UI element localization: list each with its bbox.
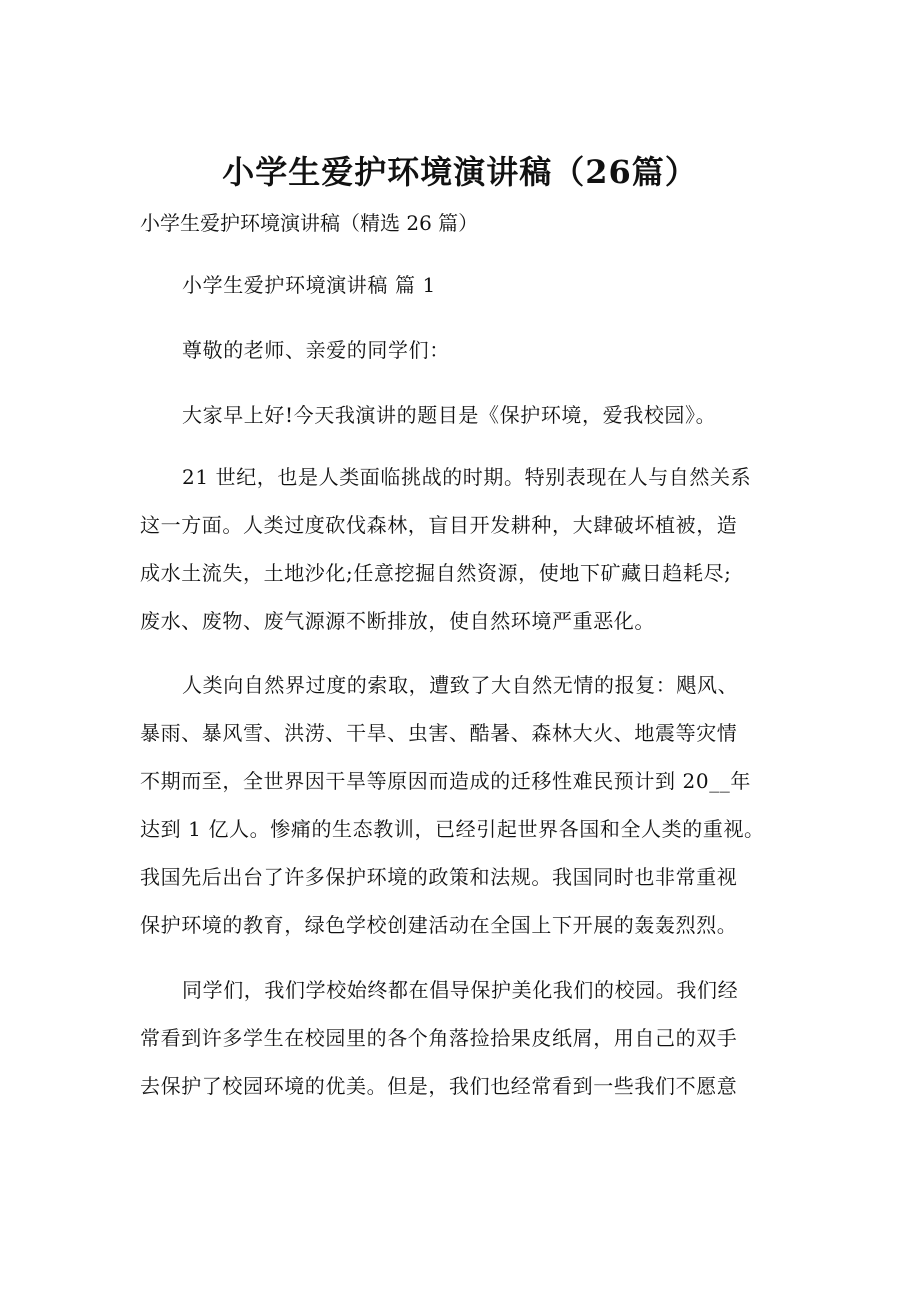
paragraph-line: 废水、废物、废气源源不断排放，使自然环境严重恶化。 [140,609,655,633]
document-title: 小学生爱护环境演讲稿（26篇） [222,153,698,191]
paragraph-line: 不期而至，全世界因干旱等原因而造成的迁移性难民预计到 20__年 [140,769,752,793]
paragraph-line: 这一方面。人类过度砍伐森林，盲目开发耕种，大肆破坏植被，造 [140,513,738,537]
salutation: 尊敬的老师、亲爱的同学们： [182,338,450,362]
paragraph-line: 同学们，我们学校始终都在倡导保护美化我们的校园。我们经 [182,978,739,1002]
paragraph-line: 常看到许多学生在校园里的各个角落捡拾果皮纸屑，用自己的双手 [140,1026,738,1050]
paragraph-line: 大家早上好!今天我演讲的题目是《保护环境，爱我校园》。 [182,403,717,427]
paragraph-line: 21 世纪，也是人类面临挑战的时期。特别表现在人与自然关系 [182,465,752,489]
paragraph-line: 人类向自然界过度的索取，遭致了大自然无情的报复：飓风、 [182,673,739,697]
paragraph-line: 保护环境的教育，绿色学校创建活动在全国上下开展的轰轰烈烈。 [140,913,738,937]
paragraph-line: 去保护了校园环境的优美。但是，我们也经常看到一些我们不愿意 [140,1074,738,1098]
document-subtitle: 小学生爱护环境演讲稿（精选 26 篇） [140,211,479,235]
section-heading: 小学生爱护环境演讲稿 篇 1 [182,273,436,297]
paragraph-line: 达到 1 亿人。惨痛的生态教训，已经引起世界各国和全人类的重视。 [140,817,765,841]
paragraph-line: 暴雨、暴风雪、洪涝、干旱、虫害、酷暑、森林大火、地震等灾情 [140,721,738,745]
paragraph-line: 成水土流失，土地沙化;任意挖掘自然资源，使地下矿藏日趋耗尽; [140,561,732,585]
paragraph-line: 我国先后出台了许多保护环境的政策和法规。我国同时也非常重视 [140,865,738,889]
